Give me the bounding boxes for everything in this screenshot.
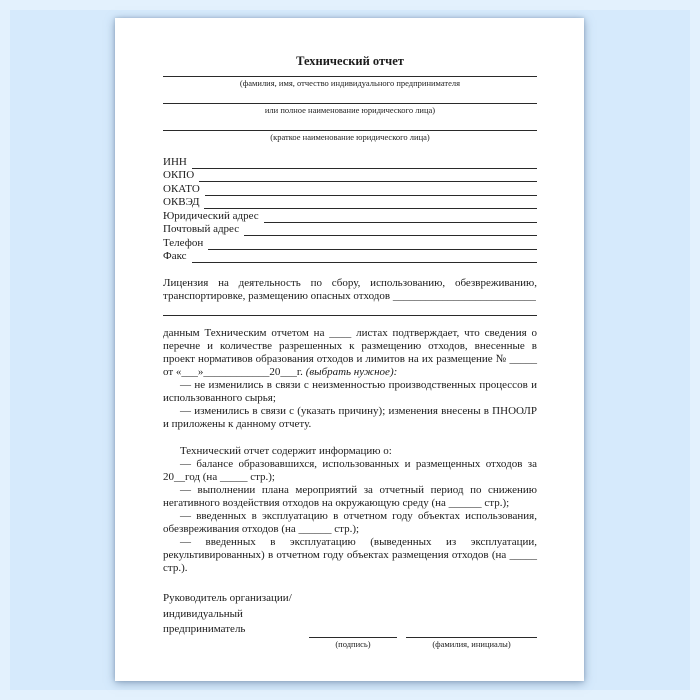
field-blank-line <box>264 211 537 223</box>
form-field-row-okved <box>163 196 537 210</box>
field-blank-line <box>208 238 537 250</box>
field-blank-line <box>205 184 537 196</box>
field-blank-line <box>244 224 537 236</box>
line-caption-full-name: или полное наименование юридического лица) <box>264 105 436 115</box>
field-label: ОКПО <box>163 169 195 181</box>
field-label: Факс <box>163 250 187 262</box>
field-blank-line <box>204 197 537 209</box>
signature-field-name <box>406 630 537 650</box>
field-label: ОКВЭД <box>163 196 200 208</box>
header-blank-line <box>163 122 537 131</box>
contents-item-commissioned-use: — введенных в эксплуатацию в отчетном году объектах использования, обезвреживания отходов (на ______ стр.); <box>163 510 537 535</box>
line-caption-entrepreneur: (фамилия, имя, отчество индивидуального предпринимателя <box>239 78 461 88</box>
field-label: ОКАТО <box>163 182 200 195</box>
signature-caption: (фамилия, инициалы) <box>432 638 511 649</box>
field-label: Юридический адрес <box>163 209 259 222</box>
document-page <box>115 18 584 681</box>
form-field-row-okato <box>163 182 537 196</box>
signatory-role: Руководитель организации/ индивидуальный предприниматель <box>163 592 292 635</box>
form-field-row-fax <box>163 250 537 264</box>
field-label: ИНН <box>163 155 187 168</box>
form-field-row-postal-address <box>163 223 537 237</box>
requisites-fields <box>163 155 537 263</box>
field-label: Почтовый адрес <box>163 223 240 235</box>
field-blank-line <box>192 157 537 169</box>
contents-item-balance: — балансе образовавшихся, использованных и размещенных отходов за 20__год (на _____ стр.); <box>163 458 537 483</box>
field-blank-line <box>199 170 537 182</box>
form-field-row-legal-address <box>163 209 537 223</box>
form-field-row-okpo <box>163 169 537 183</box>
signature-fields <box>309 630 537 650</box>
confirmation-text: данным Техническим отчетом на ____ листах подтверждает, что сведения о перечне и количестве разрешенных к размещению отходов, внесенные в проект нормативов образования отходов и лимитов на их размещение № _____ от «___»____________20___г. <box>163 327 537 378</box>
contents-item-plan: — выполнении плана мероприятий за отчетный период по снижению негативного воздействия отходов на окружающую среду (на ______ стр.); <box>163 484 537 509</box>
signature-line <box>309 630 397 638</box>
field-label: Телефон <box>163 236 204 249</box>
choose-needed-note: (выбрать нужное): <box>305 366 398 378</box>
signature-line <box>406 630 537 638</box>
license-blank-line <box>163 305 537 316</box>
signature-section <box>163 591 537 650</box>
signature-caption: (подпись) <box>335 638 371 649</box>
document-title: Технический отчет <box>296 54 404 68</box>
line-caption-short-name: (краткое наименование юридического лица) <box>270 132 430 142</box>
contents-heading: Технический отчет содержит информацию о: <box>180 445 392 457</box>
field-blank-line <box>192 251 537 263</box>
confirmation-paragraph <box>163 327 537 379</box>
form-field-row-inn <box>163 155 537 169</box>
option-not-changed: — не изменились в связи с неизменностью производственных процессов и использованного сырья; <box>163 379 537 404</box>
signature-field-sign <box>309 630 397 650</box>
header-blank-line <box>163 95 537 104</box>
contents-item-commissioned-placement: — введенных в эксплуатацию (выведенных из эксплуатации, рекультивированных) в отчетном году объектах размещения отходов (на _____ стр.). <box>163 536 537 574</box>
option-changed: — изменились в связи с (указать причину); изменения внесены в ПНООЛР и приложены к данному отчету. <box>163 405 537 430</box>
header-blank-line <box>163 69 537 77</box>
license-paragraph: Лицензия на деятельность по сбору, использованию, обезвреживанию, транспортировке, размещению опасных отходов __________________________ <box>163 277 537 302</box>
form-field-row-phone <box>163 236 537 250</box>
